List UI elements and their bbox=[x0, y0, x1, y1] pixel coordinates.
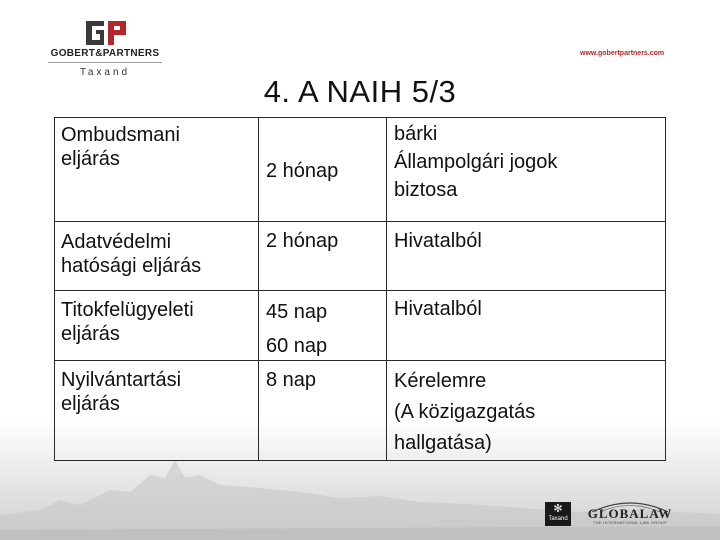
cell-line: Hivatalból bbox=[394, 298, 482, 320]
table-rule bbox=[54, 221, 666, 222]
table-cell-initiator bbox=[394, 295, 482, 323]
globalaw-name: GLOBALAW bbox=[587, 506, 673, 521]
cell-line: 60 nap bbox=[266, 335, 328, 357]
cell-line: biztosa bbox=[394, 179, 458, 201]
table-rule bbox=[258, 117, 259, 461]
table-cell-procedure bbox=[61, 368, 181, 416]
cell-line: hallgatása) bbox=[394, 432, 492, 454]
table-cell-deadline bbox=[266, 295, 327, 363]
cell-line: 8 nap bbox=[266, 369, 317, 391]
cell-line: Titokfelügyeleti bbox=[61, 299, 194, 321]
table-cell-initiator bbox=[394, 366, 535, 459]
table-rule bbox=[54, 460, 666, 461]
cell-line: hatósági eljárás bbox=[61, 255, 202, 277]
table-cell-deadline bbox=[266, 157, 338, 185]
cell-line: Kérelemre bbox=[394, 370, 487, 392]
cell-line: Hivatalból bbox=[394, 230, 482, 252]
cell-line: 45 nap bbox=[266, 301, 328, 323]
cell-line: eljárás bbox=[61, 148, 120, 170]
procedures-table bbox=[54, 117, 666, 461]
cell-line: 2 hónap bbox=[266, 230, 339, 252]
company-logo bbox=[44, 18, 166, 78]
cell-line: eljárás bbox=[61, 323, 120, 345]
table-rule bbox=[54, 117, 666, 118]
table-rule bbox=[54, 360, 666, 361]
brand-divider bbox=[48, 62, 162, 63]
table-cell-procedure bbox=[61, 230, 201, 278]
table-cell-deadline bbox=[266, 366, 316, 394]
cell-line: Nyilvántartási bbox=[61, 369, 182, 391]
website-link[interactable]: www.gobertpartners.com bbox=[580, 50, 665, 57]
brand-subtitle: Taxand bbox=[79, 67, 131, 78]
table-cell-deadline bbox=[266, 227, 338, 255]
table-rule bbox=[386, 117, 387, 461]
table-cell-initiator bbox=[394, 227, 482, 255]
brand-name: GOBERT&PARTNERS bbox=[50, 48, 160, 59]
globalaw-logo bbox=[584, 500, 676, 526]
table-rule bbox=[665, 117, 666, 461]
gp-logo-icon bbox=[84, 18, 130, 48]
cell-line: 2 hónap bbox=[266, 160, 339, 182]
table-rule bbox=[54, 117, 55, 461]
cell-line: Adatvédelmi bbox=[61, 231, 172, 253]
taxand-star-icon: ✻ bbox=[553, 503, 563, 515]
cell-line: (A közigazgatás bbox=[394, 401, 536, 423]
table-rule bbox=[54, 290, 666, 291]
cell-line: Ombudsmani bbox=[61, 124, 180, 146]
globalaw-subtitle: THE INTERNATIONAL LAW GROUP bbox=[592, 520, 668, 525]
cell-line: Állampolgári jogok bbox=[394, 151, 558, 173]
taxand-badge-label: Taxand bbox=[548, 516, 568, 522]
table-cell-initiator bbox=[394, 120, 557, 204]
table-cell-procedure bbox=[61, 298, 194, 346]
cell-line: eljárás bbox=[61, 393, 120, 415]
taxand-logo bbox=[545, 502, 571, 526]
table-cell-procedure bbox=[61, 123, 180, 171]
cell-line: bárki bbox=[394, 123, 438, 145]
page-title: 4. A NAIH 5/3 bbox=[263, 74, 457, 109]
